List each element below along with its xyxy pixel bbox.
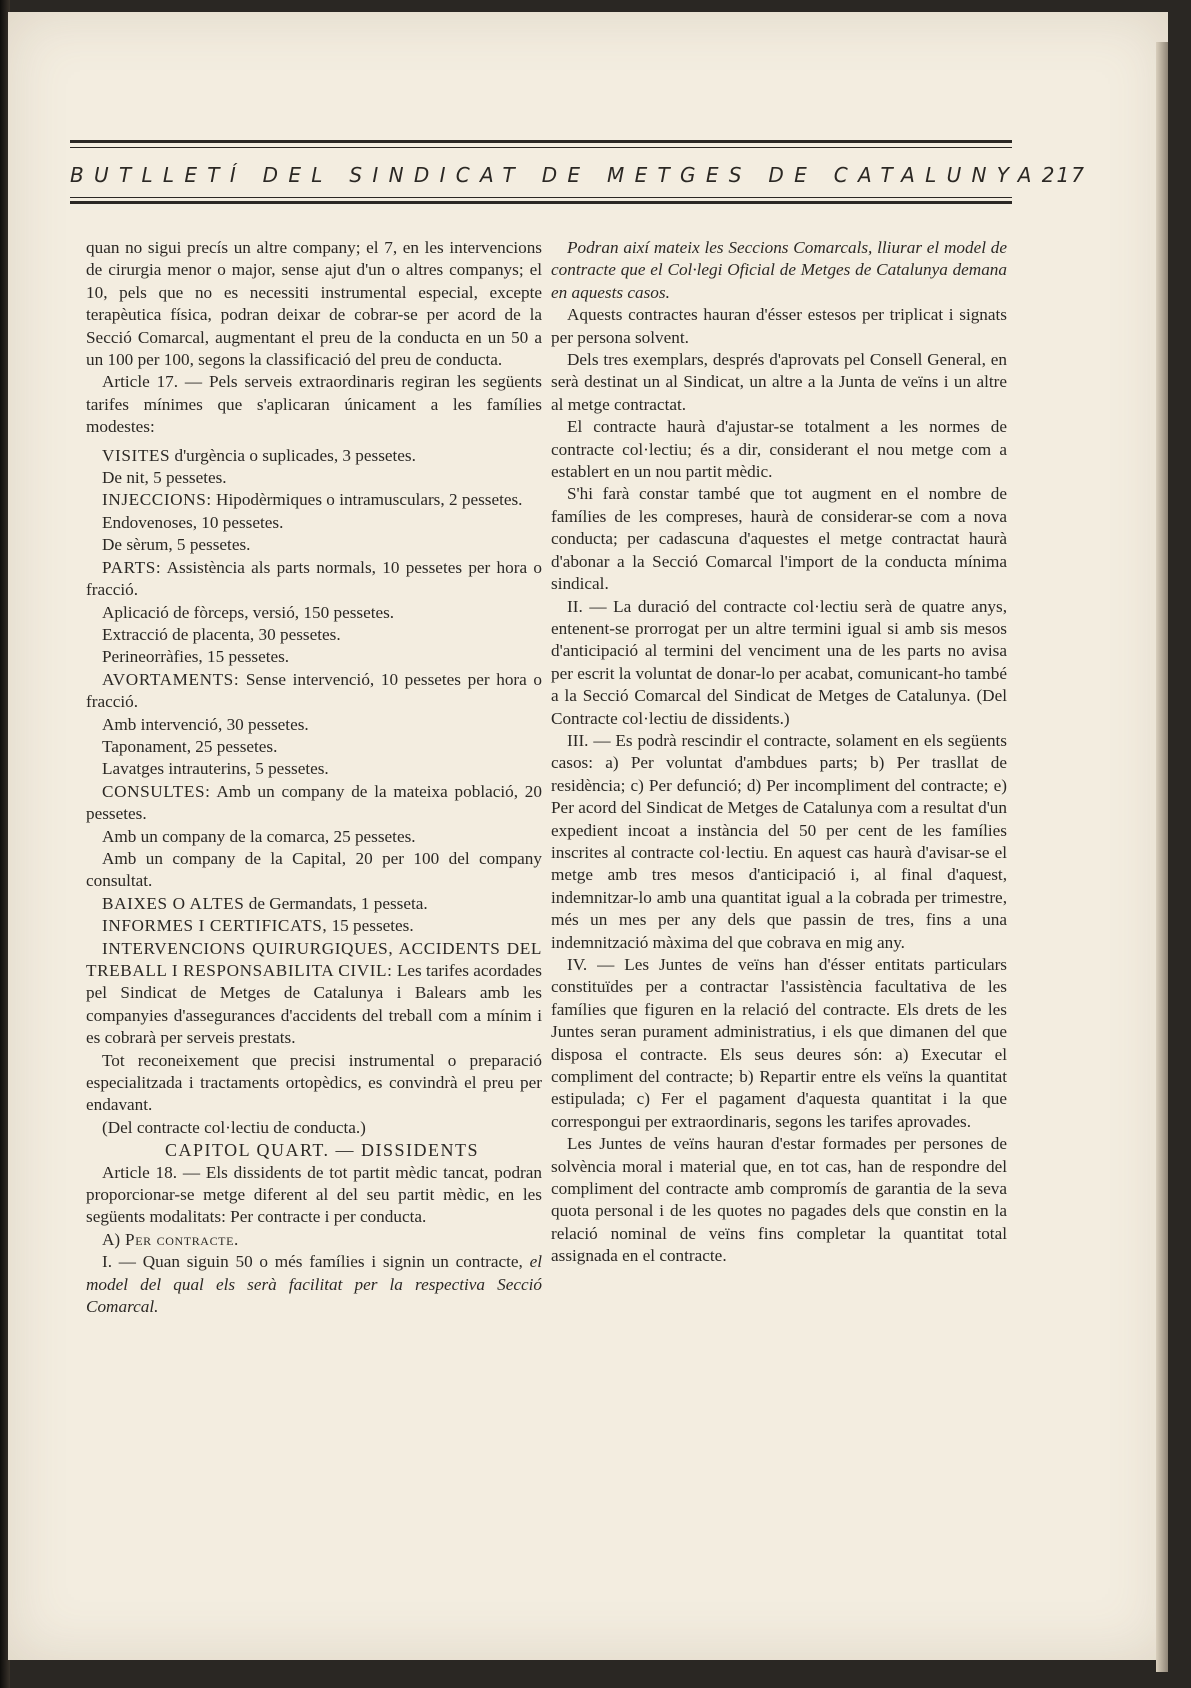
tariff-heading: AVORTAMENTS: <box>102 669 240 689</box>
paragraph: Dels tres exemplars, després d'aprovats pel Consell General, en serà destinat un al Sindicat, un altre a la Junta de veïns i un altre al metge contractat. <box>551 350 1007 414</box>
section-i <box>86 1251 542 1318</box>
tariff-baixes <box>86 893 542 915</box>
paragraph: quan no sigui precís un altre company; el 7, en les intervencions de cirurgia menor o major, sense ajut d'un o altres companys; el 10, pels que no es necessiti instrumental especial, excepte terapèutica física, podran deixar de cobrar-se per acord de la Secció Comarcal, augmentant el preu de la conducta en un 50 a un 100 per 100, segons la classificació del preu de conducta. <box>86 238 542 370</box>
header-rule-top-thin <box>70 147 1012 148</box>
tariff-heading: INTERVENCIONS QUIRURGIQUES, ACCIDENTS DEL TREBALL I RESPONSABILITA CIVIL: <box>86 938 542 980</box>
journal-title: BUTLLETÍ DEL SINDICAT DE METGES DE CATALUNYA <box>70 163 1042 187</box>
clause-iii: III. — Es podrà rescindir el contracte, solament en els següents casos: a) Per voluntat d'ambdues parts; b) Per trasllat de residència; c) Per defunció; d) Per incompliment del contracte; e) Per acord del Sindicat de Metges de Catalunya com a resultat d'un expedient incoat a instància del 50 per cent de les famílies inscrites al contracte col·lectiu. En aquest cas haurà d'avisar-se el metge amb tres mesos d'anticipació i, al final d'aquest, indemnitzar-lo amb una quantitat igual a la cobrada per trimestre, més un mes per any dels que passin de tres, fins a una indemnització màxima del que cobrava en mig any. <box>551 730 1007 952</box>
tariff-text: 15 pessetes. <box>327 916 414 936</box>
tariff-text: Les tarifes acordades pel Sindicat de Metges de Catalunya i Balears amb les companyies d'assegurances d'accidents del treball com a mínim i es cobrarà per serveis prestats. <box>86 961 542 1048</box>
tariff-line: Amb un company de la Capital, 20 per 100 del company consultat. <box>86 848 542 891</box>
tariff-heading: INFORMES I CERTIFICATS, <box>102 916 328 936</box>
tariff-heading: BAIXES O ALTES <box>102 893 245 913</box>
article-17: Article 17. — Pels serveis extraordinaris regiran les següents tarifes mínimes que s'aplicaran únicament a les famílies modestes: <box>86 372 542 437</box>
tariff-text: de Germandats, 1 pesseta. <box>244 893 428 913</box>
paragraph: Aquests contractes hauran d'ésser estesos per triplicat i signats per persona solvent. <box>551 305 1007 347</box>
header-rule-bottom <box>70 201 1012 204</box>
tariff-avortaments <box>86 669 542 714</box>
source-note: (Del contracte col·lectiu de conducta.) <box>102 1117 366 1137</box>
tariff-text: d'urgència o suplicades, 3 pessetes. <box>170 445 416 465</box>
tariff-visites <box>86 445 542 467</box>
left-column <box>86 237 542 1319</box>
tariff-line: De sèrum, 5 pessetes. <box>102 535 251 555</box>
tariff-line: Perineorràfies, 15 pessetes. <box>102 647 290 667</box>
tariff-intervencions <box>86 938 542 1050</box>
tariff-line: Endovenoses, 10 pessetes. <box>102 512 284 532</box>
tariff-line: Taponament, 25 pessetes. <box>102 736 278 756</box>
chapter-heading: CAPITOL QUART. — DISSIDENTS <box>164 1140 480 1161</box>
tariff-line: Amb un company de la comarca, 25 pessetes. <box>102 826 416 846</box>
header-rule-top <box>70 140 1012 143</box>
tariff-heading: CONSULTES: <box>102 781 211 801</box>
tariff-line: De nit, 5 pessetes. <box>102 468 227 488</box>
tariff-text: Assistència als parts normals, 10 pessetes per hora o fracció. <box>86 557 542 600</box>
clause-iv: IV. — Les Juntes de veïns han d'ésser entitats particulars constituïdes per a contractar l'assistència facultativa de les famílies que figuren en la relació del contracte. Els drets de les Juntes seran purament administratius, i els que dimanen del que disposa el contracte. Els seus deures són: a) Executar el compliment del contracte; b) Repartir entre els veïns la quantitat estipulada; c) Fer el pagament d'aquesta quantitat i la que correspongui per extraordinaris, segons les tarifes aprovades. <box>551 955 1007 1131</box>
clause-ii: II. — La duració del contracte col·lectiu serà de quatre anys, entenent-se prorrogat per un altre termini igual si amb sis mesos d'anticipació al termini del venciment una de les parts no avisa per escrit la voluntat de donar-lo per acabat, comunicant-ho també a la Secció Comarcal del Sindicat de Metges de Catalunya. (Del Contracte col·lectiu de dissidents.) <box>551 596 1007 728</box>
running-head <box>70 158 1086 192</box>
section-a <box>86 1229 542 1251</box>
paragraph-italic: Podran així mateix les Seccions Comarcals, lliurar el model de contracte que el Col·legi Oficial de Metges de Catalunya demana en aquests casos. <box>551 238 1007 302</box>
tariff-informes <box>86 915 542 937</box>
tariff-line: Extracció de placenta, 30 pessetes. <box>102 624 341 644</box>
tariff-text: Hipodèrmiques o intramusculars, 2 pessetes. <box>211 490 523 510</box>
tariff-line: Lavatges intrauterins, 5 pessetes. <box>102 759 329 779</box>
paragraph: Les Juntes de veïns hauran d'estar formades per persones de solvència moral i material que, en tot cas, han de respondre del compliment del contracte amb compromís de garantia de la seva quota personal i de les quotes no pagades dels que constin en la relació nominal de veïns fins completar la quantitat total assignada en el contracte. <box>551 1134 1007 1266</box>
section-text: I. — Quan siguin 50 o més famílies i signin un contracte, <box>102 1252 530 1272</box>
tariff-text: Amb un company de la mateixa població, 20 pessetes. <box>86 781 542 824</box>
section-label: A) <box>102 1229 121 1249</box>
tariff-parts <box>86 557 542 602</box>
right-column <box>551 237 1007 1268</box>
tariff-injeccions <box>86 489 542 511</box>
page <box>8 12 1168 1660</box>
tariff-line: Amb intervenció, 30 pessetes. <box>102 714 309 734</box>
section-title: Per contracte. <box>120 1229 239 1249</box>
tariff-text: Sense intervenció, 10 pessetes per hora o fracció. <box>86 669 542 712</box>
tariff-heading: VISITES <box>102 445 171 465</box>
page-number: 217 <box>1041 163 1086 187</box>
paragraph: El contracte haurà d'ajustar-se totalment a les normes de contracte col·lectiu; és a dir, considerant el nou metge com a establert en un nou partit mèdic. <box>551 417 1007 482</box>
page-edge <box>1156 42 1168 1672</box>
paragraph: Tot reconeixement que precisi instrumental o preparació especialitzada i tractaments ortopèdics, es convindrà el preu per endavant. <box>86 1050 542 1115</box>
tariff-heading: INJECCIONS: <box>102 490 212 510</box>
paragraph: S'hi farà constar també que tot augment en el nombre de famílies de les compreses, haurà de considerar-se com a nova conducta; per cadascuna d'aquestes el metge contractat haurà d'abonar a la Secció Comarcal l'import de la conducta mínima sindical. <box>551 484 1007 594</box>
header-rule-bottom-thin <box>70 197 1012 198</box>
section-italic: el model del qual els serà facilitat per la respectiva Secció Comarcal. <box>86 1252 542 1317</box>
tariff-consultes <box>86 781 542 826</box>
tariff-heading: PARTS: <box>102 557 162 577</box>
tariff-line: Aplicació de fòrceps, versió, 150 pessetes. <box>102 602 395 622</box>
article-18: Article 18. — Els dissidents de tot partit mèdic tancat, podran proporcionar-se metge diferent al del seu partit mèdic, en les següents modalitats: Per contracte i per conducta. <box>86 1162 542 1227</box>
